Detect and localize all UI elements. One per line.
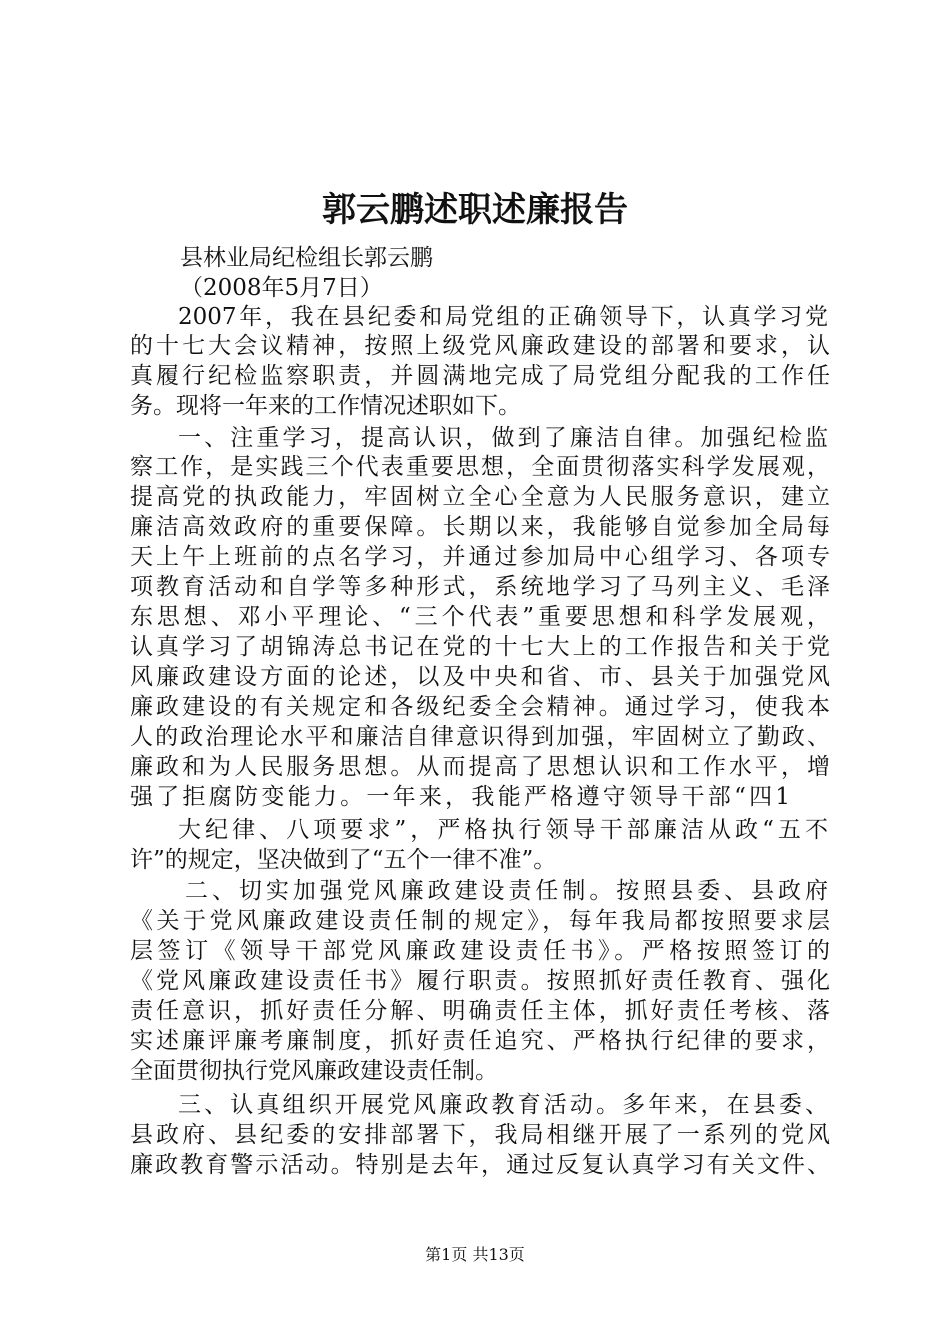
body-line: 县政府、县纪委的安排部署下，我局相继开展了一系列的党风 xyxy=(130,1122,830,1148)
body-line: 《党风廉政建设责任书》履行职责。按照抓好责任教育、强化 xyxy=(130,968,830,994)
body-line: 三、认真组织开展党风廉政教育活动。多年来，在县委、 xyxy=(178,1092,828,1118)
body-line: 廉洁高效政府的重要保障。长期以来，我能够自觉参加全局每 xyxy=(130,514,830,540)
body-line: 廉政建设的有关规定和各级纪委全会精神。通过学习，使我本 xyxy=(130,694,830,720)
body-line: 项教育活动和自学等多种形式，系统地学习了马列主义、毛泽 xyxy=(130,574,830,600)
body-line: 风廉政建设方面的论述，以及中央和省、市、县关于加强党风 xyxy=(130,664,830,690)
body-line: 层签订《领导干部党风廉政建设责任书》。严格按照签订的 xyxy=(130,938,830,964)
document-title: 郭云鹏述职述廉报告 xyxy=(322,190,628,230)
author-line: 县林业局纪检组长郭云鹏 xyxy=(180,245,433,271)
body-line: 一、注重学习，提高认识，做到了廉洁自律。加强纪检监 xyxy=(178,425,828,451)
body-line: 察工作，是实践三个代表重要思想，全面贯彻落实科学发展观， xyxy=(130,454,830,480)
body-line: 强了拒腐防变能力。一年来，我能严格遵守领导干部“四1 xyxy=(130,784,790,810)
body-line: 《关于党风廉政建设责任制的规定》，每年我局都按照要求层 xyxy=(130,908,830,934)
body-line: 认真学习了胡锦涛总书记在党的十七大上的工作报告和关于党 xyxy=(130,634,830,660)
page-number-footer: 第1页 共13页 xyxy=(425,1245,525,1264)
body-line: 提高党的执政能力，牢固树立全心全意为人民服务意识，建立 xyxy=(130,484,830,510)
body-line: 廉政教育警示活动。特别是去年，通过反复认真学习有关文件、 xyxy=(130,1152,830,1178)
body-line: 的十七大会议精神，按照上级党风廉政建设的部署和要求，认 xyxy=(130,333,830,359)
body-line: 天上午上班前的点名学习，并通过参加局中心组学习、各项专 xyxy=(130,544,830,570)
body-line: 廉政和为人民服务思想。从而提高了思想认识和工作水平，增 xyxy=(130,754,830,780)
body-line: 大纪律、八项要求”，严格执行领导干部廉洁从政“五不 xyxy=(178,817,828,843)
date-line: （2008年5月7日） xyxy=(180,275,383,301)
body-line: 务。现将一年来的工作情况述职如下。 xyxy=(130,393,521,419)
body-line: 全面贯彻执行党风廉政建设责任制。 xyxy=(130,1058,498,1084)
body-line: 2007年，我在县纪委和局党组的正确领导下，认真学习党 xyxy=(178,304,828,330)
body-line: 二、切实加强党风廉政建设责任制。按照县委、县政府 xyxy=(185,878,828,904)
body-line: 实述廉评廉考廉制度，抓好责任追究、严格执行纪律的要求， xyxy=(130,1028,830,1054)
body-line: 人的政治理论水平和廉洁自律意识得到加强，牢固树立了勤政、 xyxy=(130,724,830,750)
body-line: 真履行纪检监察职责，并圆满地完成了局党组分配我的工作任 xyxy=(130,363,830,389)
body-line: 责任意识，抓好责任分解、明确责任主体，抓好责任考核、落 xyxy=(130,998,830,1024)
body-line: 东思想、邓小平理论、“三个代表”重要思想和科学发展观， xyxy=(130,604,830,630)
body-line: 许”的规定，坚决做到了“五个一律不准”。 xyxy=(130,847,557,873)
